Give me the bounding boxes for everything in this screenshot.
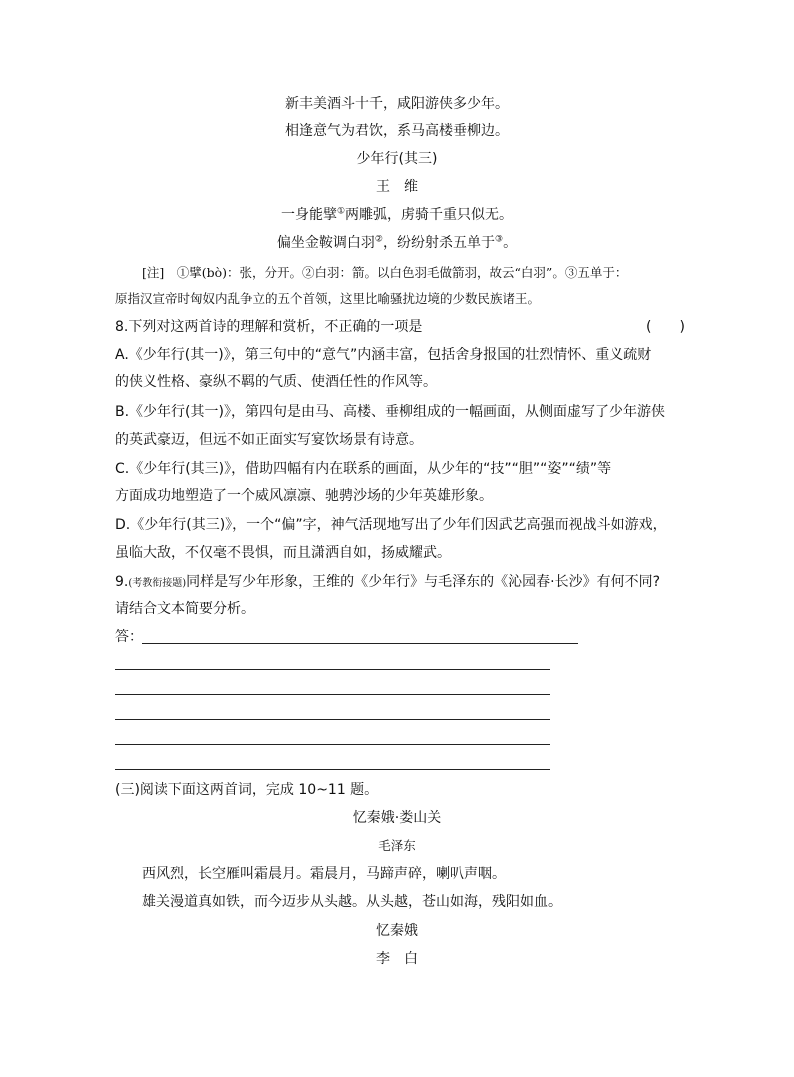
poem4-author: 李 白 (376, 951, 418, 967)
q8-option-a-line2: 的侠义性格、豪纵不羁的气质、使酒任性的作风等。 (115, 374, 437, 390)
answer-line-4[interactable] (115, 719, 550, 720)
footnote-mark-2: ② (374, 234, 383, 245)
answer-line-1[interactable] (142, 643, 578, 644)
q8-option-d-line2: 虽临大敌，不仅毫不畏惧，而且潇洒自如，扬威耀武。 (115, 545, 451, 561)
answer-line-2[interactable] (115, 669, 550, 670)
q8-option-c-line2: 方面成功地塑造了一个威风凛凛、驰骋沙场的少年英雄形象。 (115, 488, 493, 504)
q9-number: 9. (115, 574, 129, 590)
poem2-line2 (0, 233, 794, 253)
answer-line-5[interactable] (115, 744, 550, 745)
poem3-title: 忆秦娥·娄山关 (352, 810, 442, 826)
poem4-title: 忆秦娥 (376, 923, 418, 939)
poem3-line2: 雄关漫道真如铁，而今迈步从头越。从头越，苍山如海，残阳如血。 (142, 894, 562, 910)
note-line1: [注] ①擘(bò)：张，分开。②白羽：箭。以白色羽毛做箭羽，故云“白羽”。③五单于： (142, 265, 628, 280)
poem2-title: 少年行(其三) (356, 151, 438, 167)
poem3-author: 毛泽东 (378, 838, 416, 853)
q8-stem: 8.下列对这两首诗的理解和赏析，不正确的一项是 (115, 319, 423, 335)
footnote-mark-3: ③ (495, 234, 504, 245)
q9-tag: (考教衔接题) (128, 578, 187, 589)
answer-line-3[interactable] (115, 694, 550, 695)
poem2-line1 (0, 205, 794, 225)
note-line2: 原指汉宣帝时匈奴内乱争立的五个首领，这里比喻骚扰边境的少数民族诸王。 (115, 291, 541, 306)
q8-option-b-line1: B.《少年行(其一)》，第四句是由马、高楼、垂柳组成的一幅画面，从侧面虚写了少年游侠 (115, 404, 665, 420)
poem2-line1-end: 两雕弧，虏骑千重只似无。 (345, 207, 514, 223)
poem1-line4: 相逢意气为君饮，系马高楼垂柳边。 (285, 123, 509, 139)
q9-stem-line2: 请结合文本简要分析。 (115, 601, 255, 617)
poem1-line3: 新丰美酒斗十千，咸阳游侠多少年。 (285, 96, 509, 112)
section3-intro: (三)阅读下面这两首词，完成 10~11 题。 (115, 782, 379, 798)
q8-option-d-line1: D.《少年行(其三)》，一个“偏”字，神气活现地写出了少年们因武艺高强而视战斗如游戏， (115, 517, 667, 533)
q9-stem-text: 同样是写少年形象，王维的《少年行》与毛泽东的《沁园春·长沙》有何不同? (186, 574, 661, 590)
poem2-author: 王 维 (376, 179, 418, 195)
q9-answer-label: 答： (115, 629, 143, 645)
q8-option-a-line1: A.《少年行(其一)》，第三句中的“意气”内涵丰富，包括舍身报国的壮烈情怀、重义疏财 (115, 347, 652, 363)
q9-stem-line1 (115, 572, 660, 594)
q8-answer-paren: ( ) (646, 319, 685, 335)
poem3-line1: 西风烈，长空雁叫霜晨月。霜晨月，马蹄声碎，喇叭声咽。 (142, 866, 506, 882)
q8-option-c-line1: C.《少年行(其三)》，借助四幅有内在联系的画面，从少年的“技”“胆”“姿”“绩”等 (115, 461, 612, 477)
poem2-line2-end: 。 (503, 235, 518, 251)
poem2-line2-start: 偏坐金鞍调白羽 (276, 235, 375, 251)
poem2-line2-mid: ，纷纷射杀五单于 (383, 235, 495, 251)
footnote-mark-1: ① (336, 206, 346, 217)
q8-option-b-line2: 的英武豪迈，但远不如正面实写宴饮场景有诗意。 (115, 432, 423, 448)
poem2-line1-start: 一身能擘 (280, 207, 337, 223)
answer-line-6[interactable] (115, 769, 550, 770)
